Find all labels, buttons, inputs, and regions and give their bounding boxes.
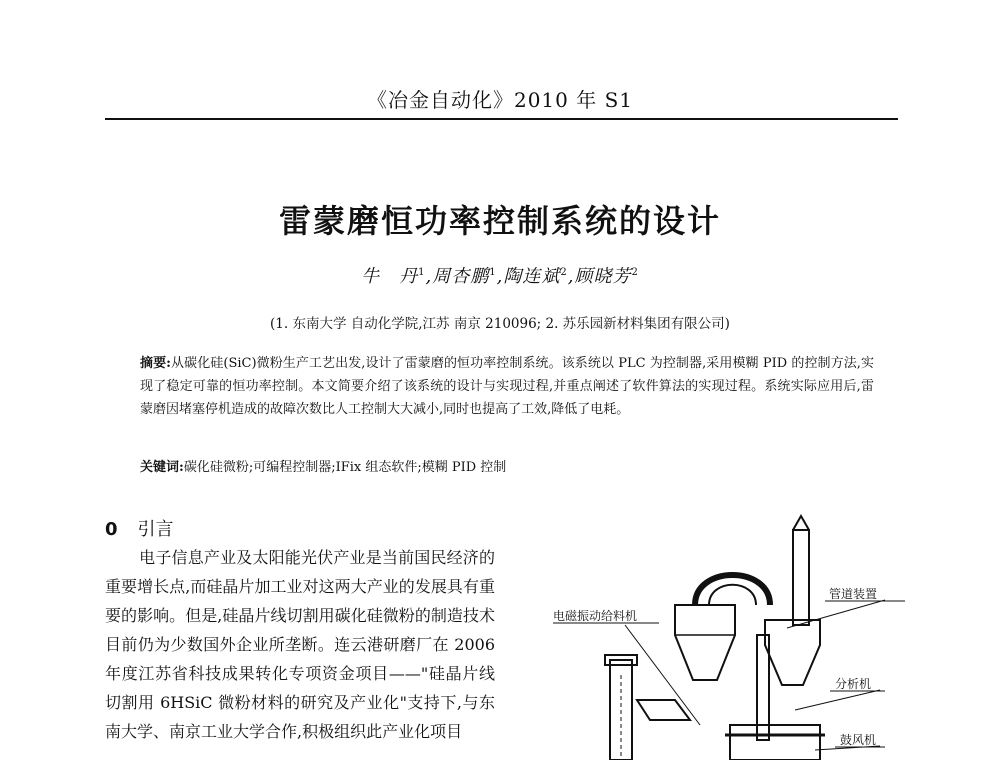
analyzer-leader	[795, 690, 880, 710]
figure-label-analyzer: 分析机	[835, 677, 872, 691]
pipe-leader	[787, 600, 885, 628]
abstract-text: 从碳化硅(SiC)微粉生产工艺出发,设计了雷蒙磨的恒功率控制系统。该系统以 PLC 为控制器,采用模糊 PID 的控制方法,实现了稳定可靠的恒功率控制。本文简要介绍了该系统的设计与实现过程,并重点阐述了软件算法的实现过程。系统实际应用后,雷蒙磨因堵塞停机造成的故障次数比人工控制大大减小,同时也提高了工效,降低了电耗。	[140, 356, 874, 417]
intro-paragraph-text: 电子信息产业及太阳能光伏产业是当前国民经济的重要增长点,而硅晶片加工业对这两大产业的发展具有重要的影响。但是,硅晶片线切割用碳化硅微粉的制造技术目前仍为少数国外企业所垄断。连云港研磨厂在 2006 年度江苏省科技成果转化专项资金项目——"硅晶片线切割用 6HSiC 微粉材料的研究及产业化"支持下,与东南大学、南京工业大学合作,积极组织此产业化项目	[105, 548, 495, 741]
author-name: 周杏鹏	[432, 266, 490, 287]
curved-duct-inner	[709, 585, 756, 605]
header-rule	[105, 118, 898, 120]
exhaust-stack-tip	[793, 516, 809, 530]
abstract-label: 摘要:	[140, 356, 171, 371]
author-line: 牛 丹$^1$,周杏鹏$^1$,陶连斌$^2$,顾晓芳$^2$	[361, 266, 639, 287]
feeder-chute	[637, 700, 690, 720]
author-name: 牛 丹	[361, 266, 419, 287]
keywords-text: 碳化硅微粉;可编程控制器;IFix 组态软件;模糊 PID 控制	[183, 460, 507, 475]
figure-label-feeder: 电磁振动给料机	[553, 609, 638, 623]
figure-label-blower: 鼓风机	[840, 733, 877, 747]
affiliation: (1. 东南大学 自动化学院,江苏 南京 210096; 2. 苏乐园新材料集团有限公司)	[270, 316, 730, 332]
keywords-label: 关键词:	[140, 460, 184, 475]
exhaust-stack	[793, 530, 809, 625]
author-affiliation-mark: 2	[560, 267, 568, 278]
keywords	[140, 456, 874, 475]
cyclone-collector	[675, 605, 735, 680]
section-heading	[105, 515, 174, 541]
raymond-mill-figure	[525, 510, 925, 760]
abstract	[140, 352, 874, 421]
curved-duct	[695, 575, 770, 605]
journal-header: 《冶金自动化》2010 年 S1	[366, 88, 634, 112]
feeder-leader	[625, 625, 700, 725]
section-number: 0	[105, 519, 118, 540]
author-affiliation-mark: 2	[631, 267, 639, 278]
paper-title: 雷蒙磨恒功率控制系统的设计	[278, 202, 721, 240]
mill-base	[730, 725, 820, 760]
author-affiliation-mark: 1	[489, 267, 497, 278]
author-name: 顾晓芳	[574, 266, 632, 287]
figure-label-pipe: 管道装置	[829, 587, 878, 601]
author-name: 陶连斌	[503, 266, 561, 287]
cyclone-right	[765, 620, 820, 685]
author-affiliation-mark: 1	[418, 267, 426, 278]
section-title: 引言	[137, 519, 174, 540]
intro-paragraph	[105, 543, 495, 746]
